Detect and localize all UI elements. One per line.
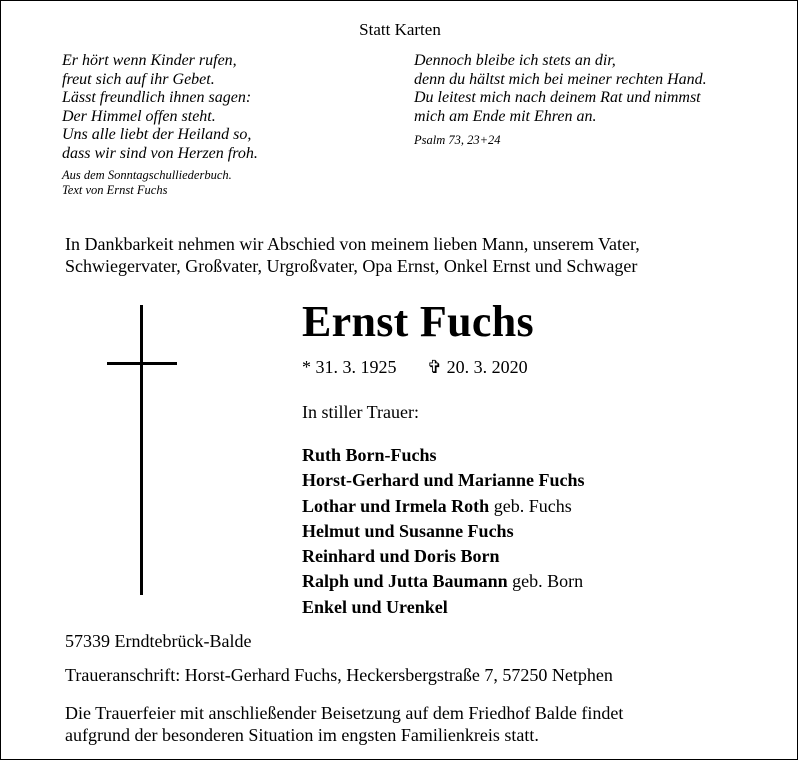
poem-line: denn du hältst mich bei meiner rechten Hand.	[414, 70, 707, 88]
intro-line: In Dankbarkeit nehmen wir Abschied von meinem lieben Mann, unserem Vater,	[65, 234, 640, 254]
family-name: Reinhard und Doris Born	[302, 546, 500, 567]
family-row	[302, 595, 585, 620]
death-date: ✞ 20. 3. 2020	[427, 357, 528, 377]
poem-line: freut sich auf ihr Gebet.	[62, 70, 215, 88]
mourning-label: In stiller Trauer:	[302, 402, 419, 422]
family-row	[302, 569, 585, 594]
place-line: 57339 Erndtebrück-Balde	[65, 631, 252, 651]
intro-text	[65, 233, 640, 277]
intro-line: Schwiegervater, Großvater, Urgroßvater, Opa Ernst, Onkel Ernst und Schwager	[65, 256, 638, 276]
family-name: Ruth Born-Fuchs	[302, 445, 437, 465]
poem-line: Dennoch bleibe ich stets an dir,	[414, 52, 616, 69]
funeral-notice	[65, 702, 623, 746]
cross-icon	[107, 305, 177, 595]
family-row	[302, 544, 585, 569]
notice-line: Die Trauerfeier mit anschließender Beisetzung auf dem Friedhof Balde findet	[65, 703, 624, 723]
family-row	[302, 468, 585, 493]
poem-line: Du leitest mich nach deinem Rat und nimmst	[414, 89, 701, 106]
family-name: Horst-Gerhard und Marianne Fuchs	[302, 470, 585, 491]
family-name: Lothar und Irmela Roth	[302, 495, 490, 516]
poem-line: mich am Ende mit Ehren an.	[414, 107, 597, 125]
family-name: Ralph und Jutta Baumann	[302, 571, 508, 592]
header-statt-karten: Statt Karten	[359, 20, 441, 39]
family-row	[302, 494, 585, 519]
poem-source: Aus dem Sonntagschulliederbuch.	[62, 168, 232, 182]
family-name: Helmut und Susanne Fuchs	[302, 520, 514, 541]
notice-line: aufgrund der besonderen Situation im engsten Familienkreis statt.	[65, 725, 539, 745]
poem-left	[62, 52, 258, 198]
deceased-name: Ernst Fuchs	[302, 297, 534, 346]
poem-line: dass wir sind von Herzen froh.	[62, 144, 258, 162]
family-note: geb. Fuchs	[489, 495, 572, 516]
poem-line: Lässt freundlich ihnen sagen:	[62, 89, 252, 106]
poem-line: Uns alle liebt der Heiland so,	[62, 126, 252, 143]
family-note: geb. Born	[507, 571, 584, 592]
life-dates	[302, 357, 528, 378]
poem-right	[414, 52, 707, 148]
mourning-address: Traueranschrift: Horst-Gerhard Fuchs, Heckersbergstraße 7, 57250 Netphen	[65, 665, 613, 685]
family-row	[302, 443, 585, 468]
psalm-source: Psalm 73, 23+24	[414, 133, 501, 147]
family-list	[302, 443, 585, 620]
poem-source: Text von Ernst Fuchs	[62, 183, 168, 197]
poem-line: Der Himmel offen steht.	[62, 107, 216, 125]
family-row	[302, 519, 585, 544]
poem-line: Er hört wenn Kinder rufen,	[62, 52, 237, 69]
family-name: Enkel und Urenkel	[302, 596, 448, 617]
birth-date: * 31. 3. 1925	[302, 357, 397, 377]
